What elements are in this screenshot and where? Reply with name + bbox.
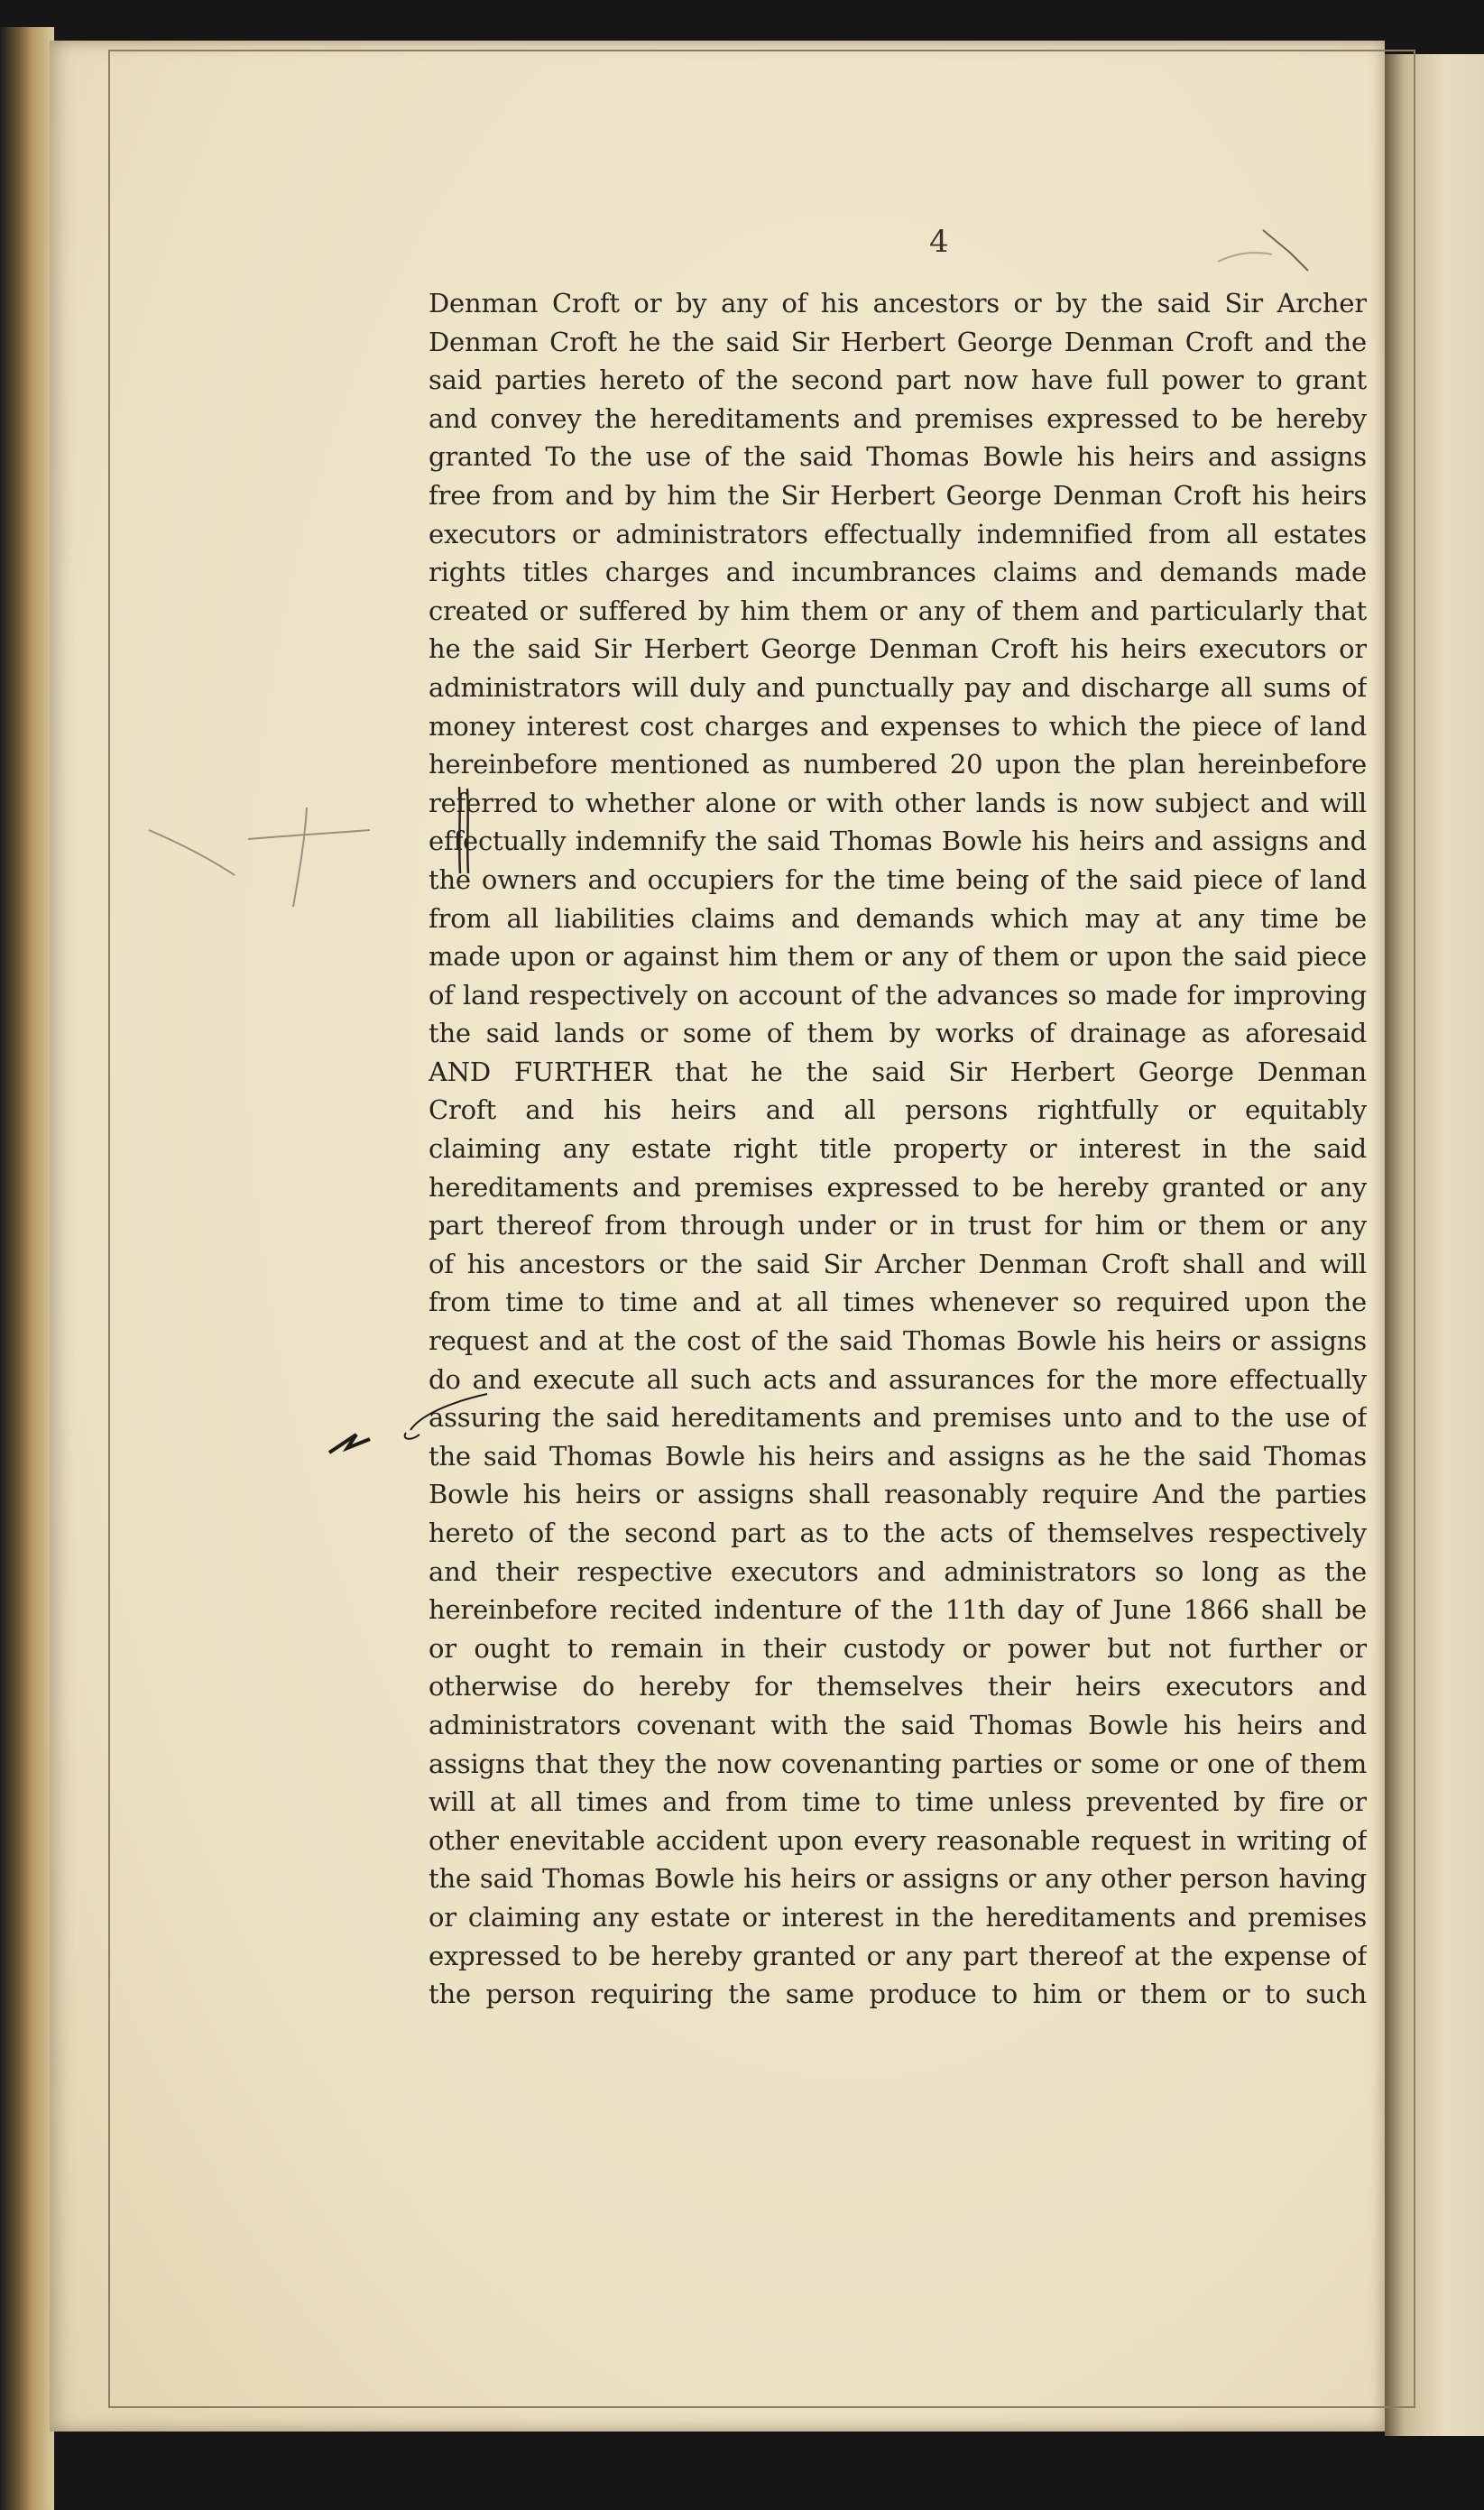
text-line: otherwise do hereby for themselves their heirs executors and <box>429 1671 1367 1703</box>
text-line: the said lands or some of them by works of drainage as aforesaid <box>429 1018 1367 1049</box>
text-line: from all liabilities claims and demands which may at any time be <box>429 902 1367 934</box>
text-line: and convey the hereditaments and premises expressed to be hereby <box>429 402 1367 434</box>
text-line: hereinbefore mentioned as numbered 20 upon the plan hereinbefore <box>429 749 1367 780</box>
text-line: Denman Croft he the said Sir Herbert George Denman Croft and the <box>429 326 1367 357</box>
text-line: or ought to remain in their custody or power but not further or <box>429 1632 1367 1664</box>
pencil-corner-mark <box>1209 217 1335 289</box>
text-line: request and at the cost of the said Thomas Bowle his heirs or assigns <box>429 1325 1367 1357</box>
text-line: Denman Croft or by any of his ancestors or by the said Sir Archer <box>429 288 1367 318</box>
text-line: assigns that they the now covenanting parties or some or one of them <box>429 1748 1367 1779</box>
ink-caret-annotation <box>320 1389 492 1462</box>
text-line: assuring the said hereditaments and premises unto and to the use of <box>429 1402 1367 1434</box>
text-line: will at all times and from time to time unless prevented by fire or <box>429 1786 1367 1818</box>
text-line: he the said Sir Herbert George Denman Croft his heirs executors or <box>429 633 1367 665</box>
text-line: other enevitable accident upon every reasonable request in writing of <box>429 1824 1367 1856</box>
page-number: 4 <box>929 224 949 260</box>
text-line: of land respectively on account of the advances so made for improving <box>429 979 1367 1010</box>
text-line: Bowle his heirs or assigns shall reasonably require And the parties <box>429 1479 1367 1510</box>
text-line: created or suffered by him them or any of them and particularly that <box>429 595 1367 626</box>
margin-double-bar-mark <box>456 785 474 875</box>
text-line: hereditaments and premises expressed to be hereby granted or any <box>429 1171 1367 1203</box>
text-line: free from and by him the Sir Herbert George Denman Croft his heirs <box>429 479 1367 511</box>
text-line: of his ancestors or the said Sir Archer Denman Croft shall and will <box>429 1248 1367 1279</box>
pencil-annotation-mark <box>144 803 379 911</box>
text-line: Croft and his heirs and all persons rightfully or equitably <box>429 1094 1367 1126</box>
text-line: made upon or against him them or any of them or upon the said piece <box>429 941 1367 973</box>
text-line: hereto of the second part as to the acts of themselves respectively <box>429 1518 1367 1548</box>
text-line: the owners and occupiers for the time being of the said piece of land <box>429 863 1367 895</box>
text-line: money interest cost charges and expenses to which the piece of land <box>429 710 1367 742</box>
text-line: the said Thomas Bowle his heirs and assigns as he the said Thomas <box>429 1440 1367 1472</box>
text-line: hereinbefore recited indenture of the 11th day of June 1866 shall be <box>429 1594 1367 1626</box>
text-line: executors or administrators effectually indemnified from all estates <box>429 518 1367 549</box>
text-line: part thereof from through under or in trust for him or them or any <box>429 1210 1367 1241</box>
text-line: or claiming any estate or interest in the hereditaments and premises <box>429 1901 1367 1933</box>
body-text <box>429 284 1367 2014</box>
text-line: granted To the use of the said Thomas Bowle his heirs and assigns <box>429 441 1367 473</box>
text-line: referred to whether alone or with other lands is now subject and will <box>429 787 1367 818</box>
text-line: from time to time and at all times whenever so required upon the <box>429 1287 1367 1318</box>
text-line: expressed to be hereby granted or any part thereof at the expense of <box>429 1940 1367 1971</box>
text-line: do and execute all such acts and assurances for the more effectually <box>429 1363 1367 1395</box>
text-line: rights titles charges and incumbrances claims and demands made <box>429 557 1367 588</box>
text-line: effectually indemnify the said Thomas Bowle his heirs and assigns and <box>429 826 1367 857</box>
text-line: claiming any estate right title property or interest in the said <box>429 1133 1367 1165</box>
text-line: administrators will duly and punctually pay and discharge all sums of <box>429 671 1367 703</box>
text-line: the said Thomas Bowle his heirs or assigns or any other person having <box>429 1863 1367 1895</box>
book-binding <box>0 27 54 2510</box>
text-line: said parties hereto of the second part now have full power to grant <box>429 365 1367 396</box>
text-line: the person requiring the same produce to him or them or to such <box>429 1979 1367 2010</box>
text-line: and their respective executors and administrators so long as the <box>429 1555 1367 1587</box>
text-line: administrators covenant with the said Thomas Bowle his heirs and <box>429 1709 1367 1740</box>
text-line: AND FURTHER that he the said Sir Herbert George Denman <box>429 1056 1367 1087</box>
